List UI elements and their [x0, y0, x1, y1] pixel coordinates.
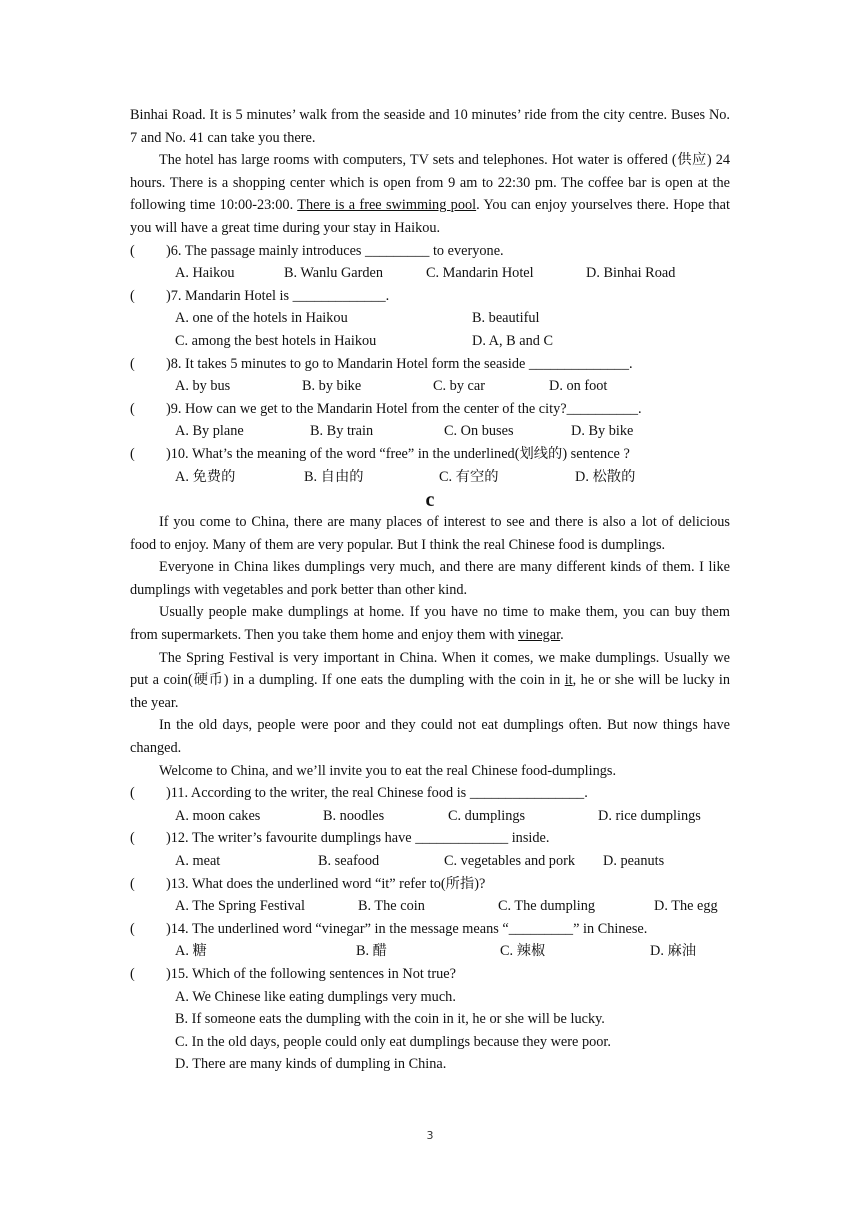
underlined-sentence: There is a free swimming pool	[297, 197, 477, 214]
option-a: A. meat	[175, 853, 221, 869]
answer-bracket: (	[130, 785, 135, 802]
question-12	[130, 827, 730, 850]
answer-bracket: (	[130, 242, 135, 259]
option-b: B. By train	[310, 423, 374, 440]
option-a: A. 糖	[175, 943, 207, 960]
question-9	[130, 398, 730, 421]
option-b: B. 自由的	[304, 468, 364, 485]
option-d: D. By bike	[571, 423, 634, 440]
text-span: , he or she will be lucky in the year.	[130, 672, 730, 711]
question-stem: )13. What does the underlined word “it” refer to(所指)?	[166, 875, 486, 892]
option-b: B. seafood	[318, 853, 380, 869]
text-span: . You can enjoy yourselves there. Hope that you will have a great time during your stay in Haikou.	[130, 197, 730, 236]
answer-bracket: (	[130, 400, 135, 417]
question-stem: )11. According to the writer, the real Chinese food is ________________.	[166, 785, 588, 802]
option-d: D. peanuts	[603, 853, 665, 869]
answer-bracket: (	[130, 287, 135, 304]
question-13	[130, 873, 730, 896]
answer-bracket: (	[130, 445, 135, 462]
passage-c-paragraph	[130, 601, 730, 646]
option-a: A. We Chinese like eating dumplings very much.	[175, 988, 456, 1005]
question-15	[130, 963, 730, 986]
answer-bracket: (	[130, 920, 135, 937]
option-c: C. 有空的	[439, 468, 499, 485]
passage-b-paragraph: Binhai Road. It is 5 minutes’ walk from the seaside and 10 minutes’ ride from the city centre. Buses No. 7 and No. 41 can take you there.	[130, 107, 730, 146]
option-b: B. beautiful	[472, 310, 540, 327]
option-d: D. 麻油	[650, 943, 697, 960]
option-b: B. If someone eats the dumpling with the coin in it, he or she will be lucky.	[175, 1011, 605, 1028]
text-span: The hotel has large rooms with computers, TV sets and telephones. Hot water is offered (供应) 24 hours. There is a shopping center which is open from 9 am to 22:30 pm. The coffee bar is open at the following time 10:00-23:00.	[130, 152, 730, 214]
options-row	[130, 895, 730, 918]
option-c: C. On buses	[444, 423, 514, 440]
option-b: B. by bike	[302, 378, 362, 395]
question-11	[130, 782, 730, 805]
option-b: B. The coin	[358, 898, 425, 915]
option-b: B. noodles	[323, 807, 385, 824]
options-row	[130, 940, 730, 963]
question-7	[130, 285, 730, 308]
option-a: A. Haikou	[175, 265, 235, 282]
option-d: D. There are many kinds of dumpling in China.	[175, 1056, 447, 1073]
options-row	[130, 466, 730, 489]
question-stem: )15. Which of the following sentences in Not true?	[166, 965, 456, 982]
option-a: A. By plane	[175, 423, 244, 440]
underlined-word: vinegar	[518, 627, 561, 644]
option-c: C. 辣椒	[500, 943, 546, 960]
text-span: .	[560, 627, 564, 644]
passage-c-paragraph: Welcome to China, and we’ll invite you to eat the real Chinese food-dumplings.	[159, 762, 617, 779]
option-d: D. rice dumplings	[598, 807, 701, 824]
question-stem: )9. How can we get to the Mandarin Hotel from the center of the city?__________.	[166, 400, 642, 417]
question-6	[130, 240, 730, 263]
text-span: The Spring Festival is very important in China. When it comes, we make dumplings. Usually we put a coin(硬币) in a dumpling. If one eats the dumpling with the coin in	[130, 649, 730, 689]
option-d: D. The egg	[654, 898, 718, 915]
answer-bracket: (	[130, 830, 135, 847]
answer-bracket: (	[130, 875, 135, 892]
options-row	[130, 850, 730, 873]
question-stem: )10. What’s the meaning of the word “free” in the underlined(划线的) sentence ?	[166, 445, 630, 462]
options-row	[130, 420, 730, 443]
option-d: D. 松散的	[575, 468, 636, 485]
answer-bracket: (	[130, 355, 135, 372]
option-a: A. by bus	[175, 378, 231, 395]
page-number: 3	[426, 1129, 434, 1142]
option-a: A. one of the hotels in Haikou	[175, 310, 348, 327]
option-d: D. on foot	[549, 378, 608, 395]
option-c: C. The dumpling	[498, 898, 596, 915]
answer-bracket: (	[130, 965, 135, 982]
question-8	[130, 353, 730, 376]
options-row	[130, 262, 730, 285]
options-row	[130, 375, 730, 398]
option-a: A. moon cakes	[175, 807, 261, 824]
passage-c-paragraph: Everyone in China likes dumplings very much, and there are many different kinds of them. I like dumplings with vegetables and pork better than other kind.	[130, 559, 730, 598]
option-d: D. A, B and C	[472, 332, 554, 349]
page-content	[130, 104, 730, 1076]
option-c: C. In the old days, people could only eat dumplings because they were poor.	[175, 1033, 611, 1050]
option-c: C. among the best hotels in Haikou	[175, 332, 377, 349]
text-span: Usually people make dumplings at home. If you have no time to make them, you can buy them from supermarkets. Then you take them home and enjoy them with	[130, 604, 730, 644]
passage-c-paragraph: If you come to China, there are many places of interest to see and there is also a lot of delicious food to enjoy. Many of them are very popular. But I think the real Chinese food is dumplings.	[130, 514, 730, 553]
option-c: C. Mandarin Hotel	[426, 265, 534, 282]
option-a: A. The Spring Festival	[175, 898, 305, 915]
question-stem: )14. The underlined word “vinegar” in the message means “_________” in Chinese.	[166, 920, 648, 937]
option-c: C. vegetables and pork	[444, 853, 576, 869]
question-10	[130, 443, 730, 466]
options-row	[130, 805, 730, 828]
option-b: B. Wanlu Garden	[284, 265, 384, 282]
question-stem: )6. The passage mainly introduces _________ to everyone.	[166, 242, 504, 259]
passage-c-paragraph	[130, 647, 730, 715]
question-14	[130, 918, 730, 941]
question-stem: )7. Mandarin Hotel is _____________.	[166, 287, 390, 304]
underlined-word: it	[564, 672, 573, 689]
question-stem: )12. The writer’s favourite dumplings have _____________ inside.	[166, 830, 550, 847]
option-d: D. Binhai Road	[586, 265, 676, 282]
question-stem: )8. It takes 5 minutes to go to Mandarin Hotel form the seaside ______________.	[166, 355, 633, 372]
option-a: A. 免费的	[175, 468, 236, 485]
passage-c-paragraph: In the old days, people were poor and they could not eat dumplings often. But now things have changed.	[130, 717, 730, 757]
option-b: B. 醋	[356, 943, 387, 960]
option-c: C. dumplings	[448, 807, 526, 824]
options-row	[130, 330, 730, 353]
options-row	[130, 307, 730, 330]
section-heading: c	[425, 489, 435, 512]
passage-b-paragraph	[130, 149, 730, 239]
option-c: C. by car	[433, 378, 486, 395]
